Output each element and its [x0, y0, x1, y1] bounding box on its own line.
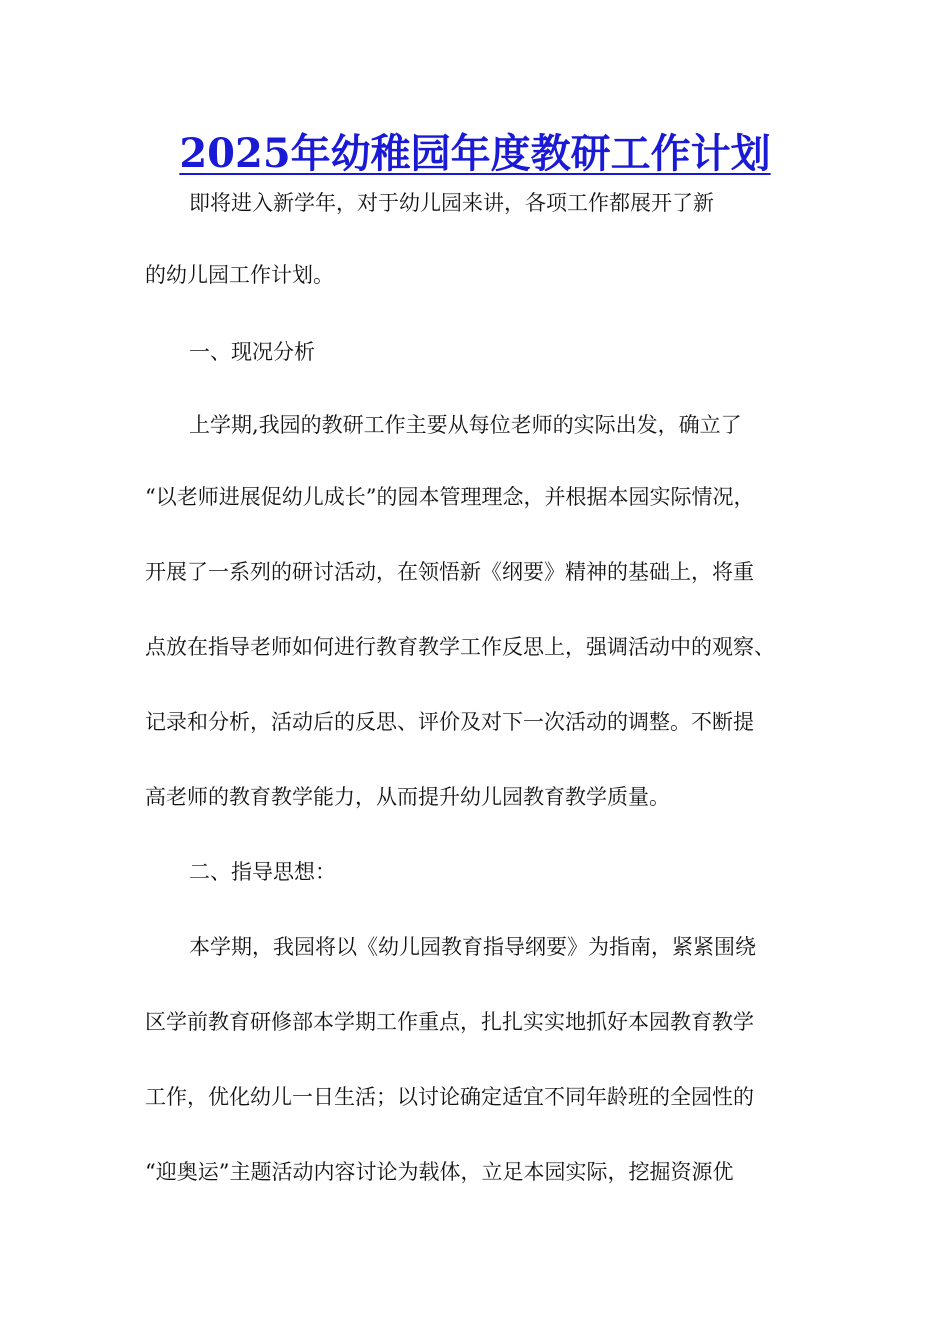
paragraph-line: “以老师进展促幼儿成长”的园本管理理念，并根据本园实际情况， — [145, 485, 755, 509]
paragraph-line: 开展了一系列的研讨活动，在领悟新《纲要》精神的基础上，将重 — [145, 560, 754, 584]
paragraph-line: 上学期,我园的教研工作主要从每位老师的实际出发，确立了 — [189, 413, 742, 437]
paragraph-line: 区学前教育研修部本学期工作重点，扎扎实实地抓好本园教育教学 — [145, 1010, 754, 1034]
paragraph-line: 一、现况分析 — [189, 340, 315, 364]
paragraph-line: 记录和分析，活动后的反思、评价及对下一次活动的调整。不断提 — [145, 710, 754, 734]
paragraph-line: 工作，优化幼儿一日生活；以讨论确定适宜不同年龄班的全园性的 — [145, 1085, 754, 1109]
paragraph-line: 二、指导思想： — [189, 860, 336, 884]
document-title: 2025年幼稚园年度教研工作计划 — [179, 130, 771, 177]
paragraph-line: “迎奥运”主题活动内容讨论为载体，立足本园实际，挖掘资源优 — [145, 1160, 734, 1184]
paragraph-line: 点放在指导老师如何进行教育教学工作反思上，强调活动中的观察、 — [145, 635, 775, 659]
paragraph-line: 本学期，我园将以《幼儿园教育指导纲要》为指南，紧紧围绕 — [189, 935, 756, 959]
paragraph-line: 高老师的教育教学能力，从而提升幼儿园教育教学质量。 — [145, 785, 670, 809]
paragraph-line: 的幼儿园工作计划。 — [145, 263, 334, 287]
paragraph-line: 即将进入新学年，对于幼儿园来讲，各项工作都展开了新 — [189, 191, 714, 215]
